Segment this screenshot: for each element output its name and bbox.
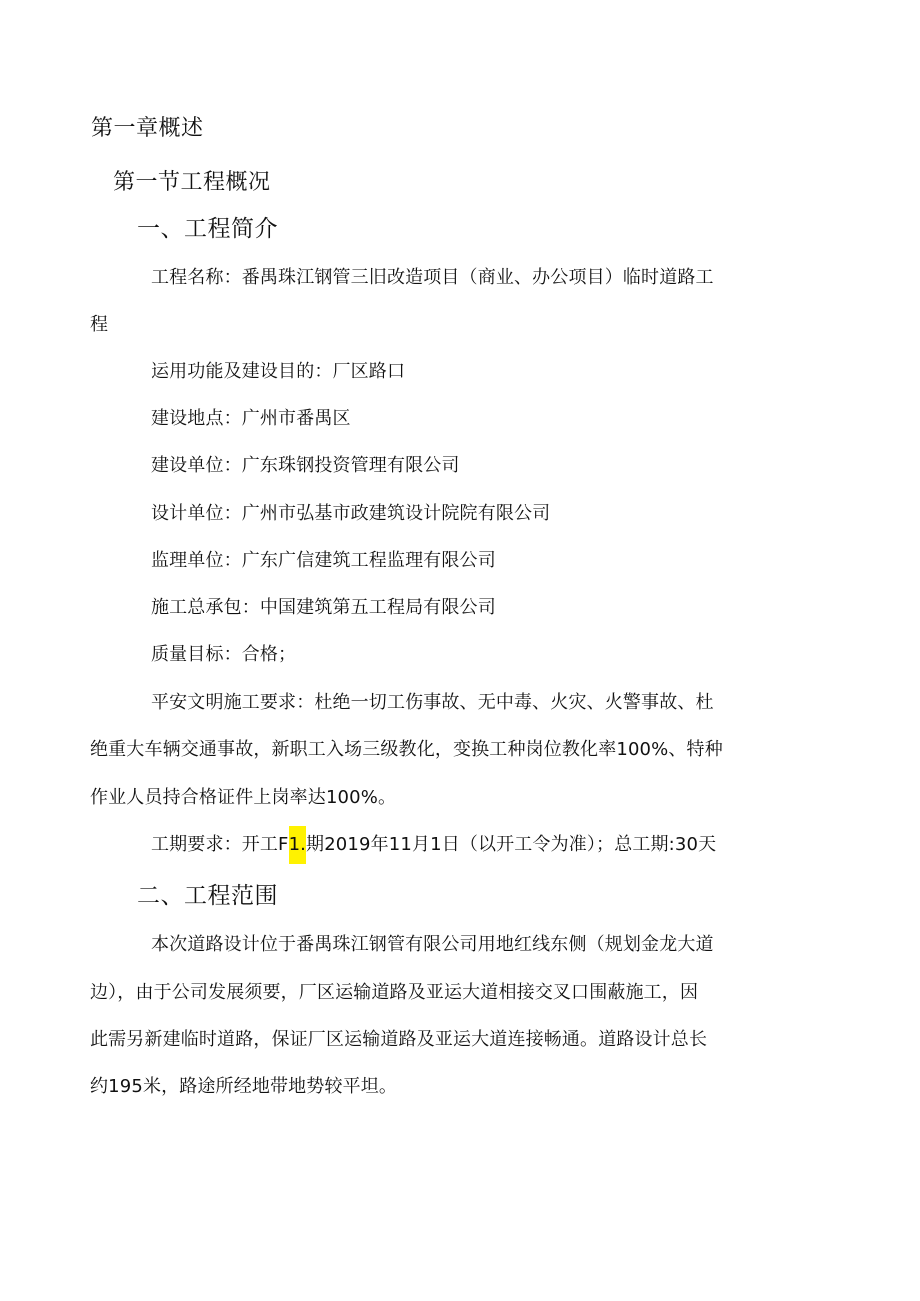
supervision-unit: 监理单位：广东广信建筑工程监理有限公司 (151, 550, 496, 571)
general-contractor: 施工总承包：中国建筑第五工程局有限公司 (151, 597, 496, 618)
safety-requirement-line-2: 绝重大车辆交通事故，新职工入场三级教化，变换工种岗位教化率100%、特种 (90, 739, 723, 760)
schedule-requirement (151, 830, 716, 864)
subsection-title-engineering-scope: 二、工程范围 (137, 883, 278, 909)
project-name-line-2: 程 (90, 314, 109, 335)
safety-requirement-line-3: 作业人员持合格证件上岗率达100%。 (90, 787, 397, 808)
safety-requirement-line-1: 平安文明施工要求：杜绝一切工伤事故、无中毒、火灾、火警事故、杜 (151, 692, 714, 713)
quality-target: 质量目标：合格； (151, 644, 297, 665)
scope-line-3: 此需另新建临时道路，保证厂区运输道路及亚运大道连接畅通。道路设计总长 (90, 1029, 708, 1050)
schedule-text-after-highlight: 期2019年11月1日（以开工令为准）；总工期:30天 (306, 834, 717, 855)
construction-unit: 建设单位：广东珠钢投资管理有限公司 (151, 455, 460, 476)
schedule-text-before-highlight: 工期要求：开工F (151, 834, 289, 855)
function-purpose: 运用功能及建设目的：厂区路口 (151, 361, 406, 382)
scope-line-2: 边），由于公司发展须要，厂区运输道路及亚运大道相接交叉口围蔽施工，因 (90, 982, 699, 1003)
design-unit: 设计单位：广州市弘基市政建筑设计院院有限公司 (151, 503, 551, 524)
schedule-highlight: 1. (289, 826, 306, 864)
chapter-title: 第一章概述 (91, 116, 204, 141)
section-title: 第一节工程概况 (113, 170, 271, 195)
construction-location: 建设地点：广州市番禺区 (151, 408, 351, 429)
scope-line-4: 约195米，路途所经地带地势较平坦。 (90, 1076, 398, 1097)
project-name-line-1: 工程名称：番禺珠江钢管三旧改造项目（商业、办公项目）临时道路工 (151, 267, 714, 288)
subsection-title-engineering-intro: 一、工程简介 (137, 216, 278, 242)
scope-line-1: 本次道路设计位于番禺珠江钢管有限公司用地红线东侧（规划金龙大道 (151, 934, 714, 955)
